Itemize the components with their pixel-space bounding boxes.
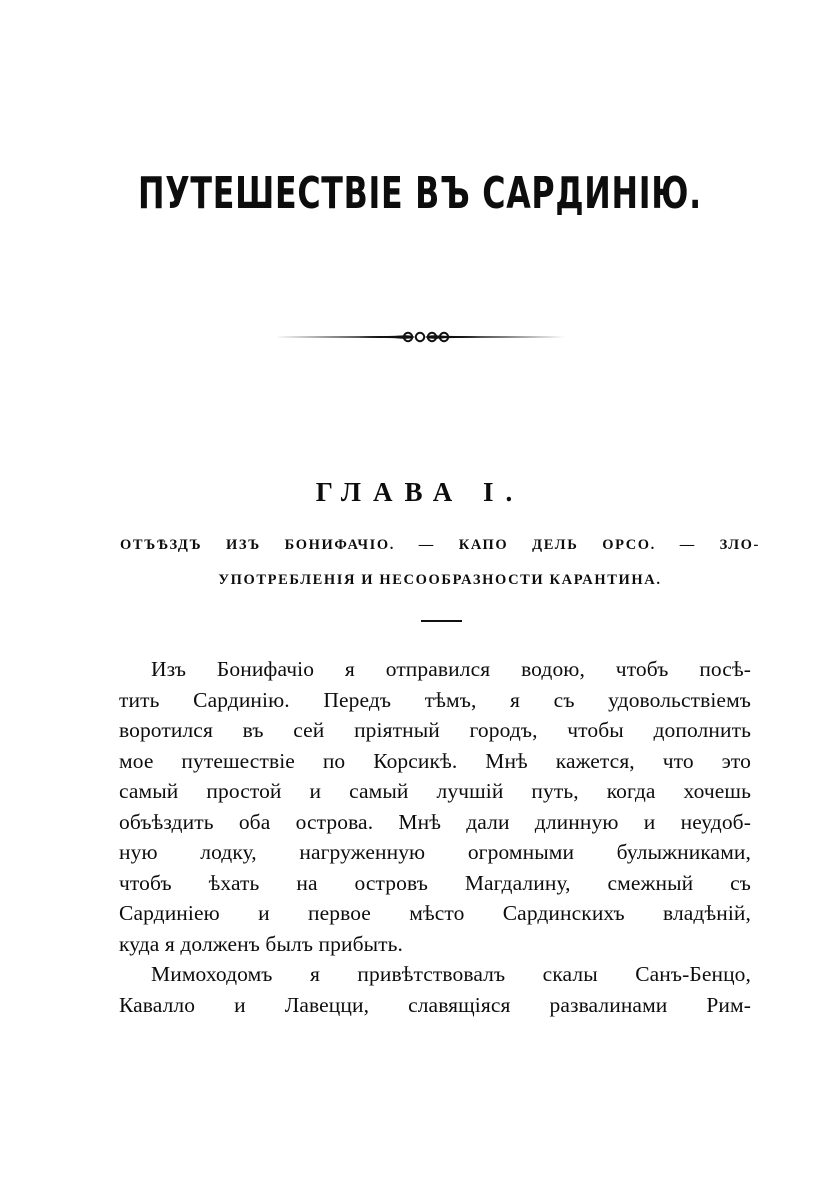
summary-line: ОТЪѢЗДЪ ИЗЪ БОНИФАЧІО. — КАПО ДЕЛЬ ОРСО. — ЗЛО- (120, 537, 760, 553)
text-line: мое путешествіе по Корсикѣ. Мнѣ кажется, что это (119, 748, 751, 773)
text-line: самый простой и самый лучшій путь, когда хочешь (119, 779, 751, 803)
summary-line: УПОТРЕБЛЕНІЯ И НЕСООБРАЗНОСТИ КАРАНТИНА. (218, 572, 662, 588)
chapter-summary (120, 528, 760, 598)
text-line: Кавалло и Лавецци, славящіяся развалинами Рим- (119, 992, 751, 1017)
text-line: воротился въ сей пріятный городъ, чтобы дополнить (119, 718, 751, 742)
text-line: куда я долженъ былъ прибыть. (119, 931, 404, 956)
text-line: Изъ Бонифачіо я отправился водою, чтобъ посѣ- (151, 657, 751, 681)
short-rule (421, 620, 462, 622)
body-text (119, 654, 751, 1020)
ornament-divider (275, 326, 565, 348)
text-line: тить Сардинію. Передъ тѣмъ, я съ удовольствіемъ (119, 687, 751, 712)
text-line: ную лодку, нагруженную огромными булыжниками, (119, 840, 751, 864)
page-title: ПУТЕШЕСТВІЕ ВЪ САРДИНІЮ. (138, 168, 702, 219)
text-line: Сардиніею и первое мѣсто Сардинскихъ владѣній, (119, 901, 751, 925)
text-line: объѣздить оба острова. Мнѣ дали длинную и неудоб- (119, 809, 751, 834)
text-line: Мимоходомъ я привѣтствовалъ скалы Санъ-Бенцо, (151, 962, 751, 986)
chapter-heading: ГЛАВА I. (315, 477, 525, 507)
text-line: чтобъ ѣхать на островъ Магдалину, смежный съ (119, 870, 751, 895)
